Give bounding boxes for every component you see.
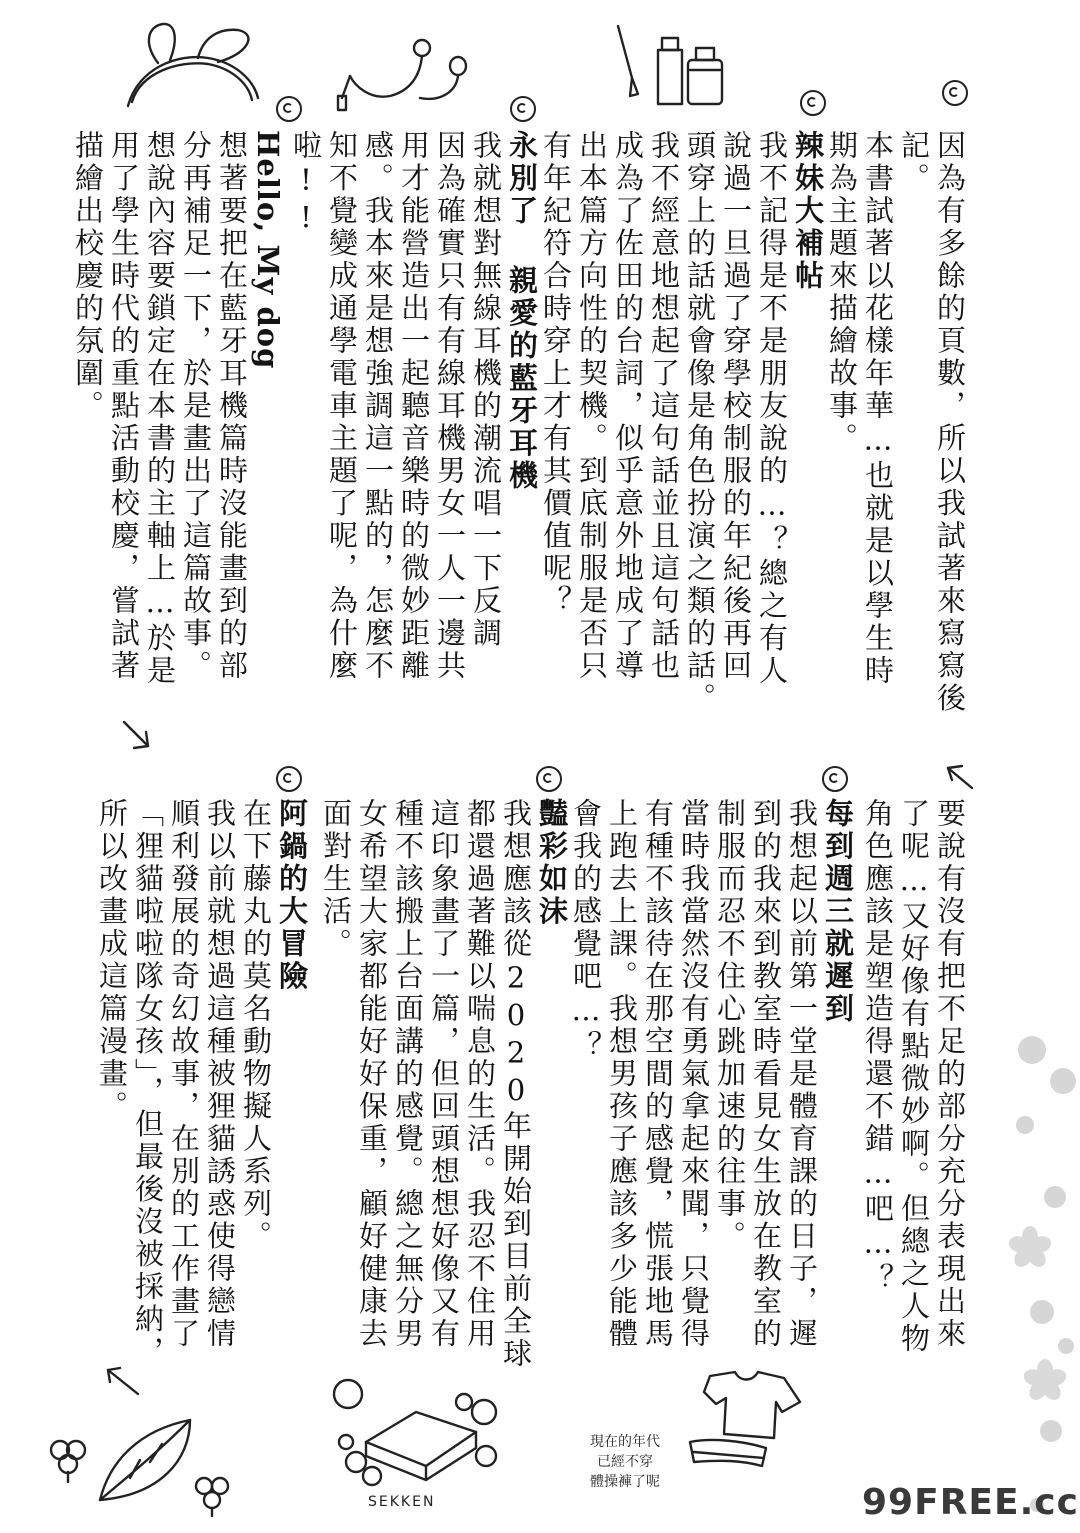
decor-dot (1016, 1116, 1034, 1134)
bottom-middle-line-7: 上跑去上課。我想男孩子應該多少能體 (605, 798, 639, 1351)
spiral-icon (276, 96, 302, 122)
bottom-left-b-line-5: 「狸貓啦啦隊女孩」，但最後沒被採納， (131, 798, 165, 1369)
wired-earphones-icon (330, 36, 480, 116)
top-left-a-line-6: 知不覺變成通學電車主題了呢，為什麼 (325, 130, 359, 683)
bottom-left-b-line-2: 在下藤丸的莫名動物擬人系列。 (239, 798, 273, 1253)
top-left-b-line-3: 分再補足一下，於是畫出了這篇故事。 (179, 130, 213, 683)
section-heading: 每到週三就遲到 (821, 798, 855, 1026)
decor-dot (1030, 1300, 1054, 1324)
spiral-icon (822, 766, 848, 792)
top-left-b-line-2: 想著要把在藍牙耳機篇時沒能畫到的部 (215, 130, 249, 683)
spiral-icon (942, 80, 968, 106)
spiral-icon (800, 90, 826, 116)
flower-icon (1020, 1356, 1070, 1406)
gym-clothes-caption (560, 1432, 690, 1492)
top-middle-line-7: 出本篇方向性的契機。到底制服是否只 (575, 130, 609, 683)
bottom-left-a-line-4: 這印象畫了一篇，但回頭想想好像又有 (427, 798, 461, 1351)
spiral-icon (276, 766, 302, 792)
bottom-right-line-2: 了呢…又好像有點微妙啊。但總之人物 (897, 798, 931, 1356)
bunny-ears-headband-icon (118, 18, 268, 118)
bottom-left-b-line-4: 順利發展的奇幻故事，在別的工作畫了 (167, 798, 201, 1351)
top-right-line-1: 因為有多餘的頁數，所以我試著來寫寫後 (933, 130, 967, 715)
decor-dot (1058, 1338, 1074, 1354)
top-middle-line-4: 頭穿上的話就會像是角色扮演之類的話。 (683, 130, 717, 715)
top-left-a-line-2: 我就想對無線耳機的潮流唱一下反調 (469, 130, 503, 650)
top-right-line-3: 本書試著以花樣年華…也就是以學生時 (861, 130, 895, 688)
soap-bubbles-icon (326, 1372, 506, 1502)
bottom-middle-line-6: 有種不該待在那空間的感覺，慌張地馬 (641, 798, 675, 1351)
bottom-middle-line-2: 我想起以前第一堂是體育課的日子，遲 (785, 798, 819, 1351)
top-left-b-line-4: 想說內容要鎖定在本書的主軸上…於是 (143, 130, 177, 688)
top-left-a-line-7: 啦!! (289, 130, 323, 238)
section-heading: 永別了 親愛的藍牙耳機 (505, 130, 539, 493)
top-left-a-line-3: 因為確實只有有線耳機男女一人一邊共 (433, 130, 467, 683)
spiral-icon (510, 96, 536, 122)
section-heading: 辣妹大補帖 (791, 130, 825, 293)
top-middle-line-8: 有年紀符合時穿上才有其價值呢？ (539, 130, 573, 618)
decor-dot (1040, 1420, 1062, 1442)
section-heading: 豔彩如沫 (535, 798, 569, 928)
decor-dot (1044, 1186, 1066, 1208)
bottom-left-b-line-6: 所以改畫成這篇漫畫。 (95, 798, 129, 1123)
top-left-a-line-4: 用才能營造出一起聽音樂時的微妙距離 (397, 130, 431, 683)
top-left-b-line-6: 描繪出校慶的氛圍。 (71, 130, 105, 423)
caption-line: 已經不穿 (597, 1454, 653, 1470)
top-middle-line-2: 我不記得是不是朋友說的…？總之有人 (755, 130, 789, 688)
bottom-left-a-line-7: 面對生活。 (319, 798, 353, 961)
bottom-middle-line-4: 制服而忍不住心跳加速的往事。 (713, 798, 747, 1253)
bottom-left-a-line-2: 我想應該從2020年開始到目前全球 (499, 798, 533, 1371)
top-right-line-2: 記。 (897, 130, 931, 195)
soap-caption: SEKKEN (368, 1494, 436, 1510)
bottom-left-a-line-3: 都還過著難以喘息的生活。我忍不住用 (463, 798, 497, 1351)
top-left-a-line-5: 感。我本來是想強調這一點的，怎麼不 (361, 130, 395, 683)
bottom-middle-line-8: 會我的感覺吧…？ (569, 798, 603, 1063)
clover-icon (44, 1434, 94, 1484)
bottom-left-b-line-3: 我以前就想過這種被狸貓誘惑使得戀情 (203, 798, 237, 1351)
gym-shirt-icon (680, 1368, 810, 1468)
arrow-icon (118, 716, 158, 756)
spiral-icon (536, 766, 562, 792)
caption-line: 現在的年代 (590, 1434, 660, 1450)
decor-dot (1018, 1036, 1046, 1064)
arrow-icon (940, 760, 980, 794)
top-middle-line-5: 我不經意地想起了這句話並且這句話也 (647, 130, 681, 683)
watermark: 99FREE.cc (862, 1482, 1079, 1523)
top-middle-line-6: 成為了佐田的台詞，似乎意外地成了導 (611, 130, 645, 683)
bottom-middle-line-5: 當時我當然沒有勇氣拿起來聞，只覺得 (677, 798, 711, 1351)
flower-icon (1000, 1218, 1060, 1278)
top-middle-line-3: 說過一旦過了穿學校制服的年紀後再回 (719, 130, 753, 683)
section-heading: Hello, My dog (251, 130, 285, 370)
bottom-middle-line-3: 到的我來到教室時看見女生放在教室的 (749, 798, 783, 1351)
caption-line: 體操褲了呢 (590, 1474, 660, 1490)
bottom-left-a-line-5: 種不該搬上台面講的感覺。總之無分男 (391, 798, 425, 1351)
bottom-left-a-line-6: 女希望大家都能好好保重，顧好健康去 (355, 798, 389, 1351)
clover-icon (190, 1472, 236, 1518)
bottom-right-line-1: 要說有沒有把不足的部分充分表現出來 (933, 798, 967, 1351)
section-heading: 阿鍋的大冒險 (275, 798, 309, 993)
top-right-line-4: 期為主題來描繪故事。 (825, 130, 859, 455)
top-left-b-line-5: 用了學生時代的重點活動校慶，嘗試著 (107, 130, 141, 683)
nail-polish-icon (600, 20, 740, 110)
bottom-right-line-3: 角色應該是塑造得還不錯…吧…？ (861, 798, 895, 1296)
decor-dot (1050, 1068, 1076, 1094)
